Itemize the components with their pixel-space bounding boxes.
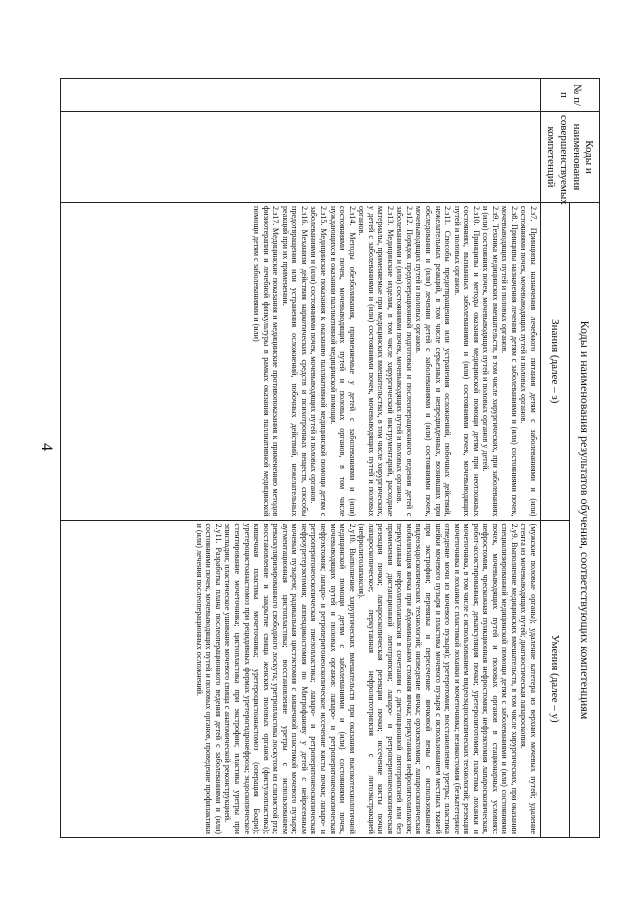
skill-item: 2.у11. Разработка плана послеоперационного ведения детей с заболеваниями и (или) состояниями почек, мочевыводящих путей и половых органов, проведение профилактики и (или) лечения послеоперационных осложнений.: [194, 523, 223, 835]
knowledge-item: 2.з13. Медицинские изделия, в том числе хирургический инструментарий, расходные материалы, применяемые при медицинских вмешательствах, в том числе хирургических, у детей с заболеваниями и (или) состояниями почек, мочевыводящих путей и половых органов.: [357, 206, 395, 517]
knowledge-item: 2.з16. Механизм действия наркотических средств и психотропных веществ, способы предотвращения или устранения осложнений, побочных действий, нежелательных реакций при их применении.: [280, 206, 309, 517]
header-number: № п/п: [541, 79, 600, 112]
knowledge-item: 2.з17. Медицинские показания и медицинские противопоказания к применению методов физиотерапии и лечебной физкультуры в рамках оказания паллиативной медицинской помощи детям с заболеваниями и (или): [252, 206, 281, 517]
skill-item: (мужские половые органы); удаление катетера из верхних мочевых путей; удаление стента из мочевыводящих путей; диагностическая лапароскопия.: [519, 523, 538, 834]
competencies-table: [60, 78, 600, 838]
knowledge-item: 2.з14. Методы обезболивания, применяемые у детей с заболеваниями и (или) состояниями почек, мочевыводящих путей и половых органов, в том числе нуждающихся в оказании паллиативной медицинской помощи.: [328, 206, 357, 517]
table-header-row-top: [569, 79, 599, 838]
knowledge-item: 2.з11. Способы предотвращения или устранения осложнений, побочных действий, нежелательных реакций, в том числе серьезных и непредвиденных, возникших при обследовании и (или) лечении детей с заболеваниями и (или) состояниями почек, мочевыводящих путей и половых органов.: [414, 206, 453, 517]
header-skills: Умения (далее – у): [541, 520, 570, 838]
knowledge-item: 2.з9. Техника медицинских вмешательств, в том числе хирургических, при заболеваниях и (или) состояниях почек, мочевыводящих путей и половых органов у детей.: [481, 206, 500, 517]
skill-item: 2.у9. Выполнение медицинских вмешательств, в том числе хирургических, при оказании специализированной медицинской помощи детям с заболеваниями и (или) состояниями почек, мочевыводящих путей и половых органов в стационарных условиях: нефростомия, чрескожная пункционная нефростомия; нефрэктомия лапароскопическая, робот-ассистированная; декапсуляция почки; уретеролитотомия; пластика лоханки и мочеточника, в том числе с использованием видеоэндоскопических технологий; резекция мочеточника и лоханки с пластикой лоханки и мочеточника; везикостомия (безкатетерное отведение мочи из мочевого пузыря); уретеротомия; восстановление уретры; пластика шейки мочевого пузыря и пластика мочевого пузыря с использованием местных тканей при экстрофии; перевязка и пересечение яичковой вены с использованием видеоэндоскопических технологий; низведение яичка; орхиэктомия; лапароскопическая мобилизация яичка при абдоминальном стояния яичка; перкутанная нефролитолапаксия; перкутанная нефролитолапаксия в сочетании с дистанционной литотрипсией или без применения дистанционной литотрипсии; лапаро- и ретроперитонеоскопическая резекция почки; лапароскопическая резекция почки; иссечение кисты почки лапароскопическое; перкутанная нефролитотрипсия с литоэкстракцией (нефролитолапаксия).: [357, 523, 519, 834]
skill-item: 2.у10. Выполнение хирургических вмешательств при оказании высокотехнологичной медицинской помощи детям с заболеваниями и (или) состояниями почек, мочевыводящих путей и половых органов: лапаро- и ретроперитонеоскопическая нефрэктомия; лапаро- и ретроперитонеоскопическое иссечение кисты почки; лапаро- и ретроперитонеоскопическая пиелопластика; лапаро- и ретроперитонеоскопическая нефроуретерэктомия; аппендикостомия по Митрофанову у детей с нейрогенным мочевым пузырем; радикальная цистэктомия с кишечной пластикой мочевого пузыря; аугментационная цистопластика; восстановление уретры с использованием реваскуляризированного свободного лоскута; уретропластика лоскутом из слизистой рта; восстановление и закрытие свища женских половых органов (фистулопластика); кишечная пластика мочеточника; уретероцистоанастомоз (операция Боари); уретероцистоанастомоз при рецидивных формах уретерогидронефроза; эндоскопическое стентирование мочеточника; цистопластика при экстрофии; пластика уретры при эписпадии; пластическое ушивание мочевого свища с анатомической реконструкцией.: [223, 523, 357, 834]
cell-number: [61, 79, 541, 112]
page-number: 4: [38, 443, 55, 451]
knowledge-item: 2.з8. Принципы назначения лечения детям с заболеваниями и (или) состояниями почек, мочевыводящих путей и половых органов.: [500, 206, 519, 517]
cell-knowledge: [61, 203, 541, 521]
knowledge-item: 2.з10. Принципы и методы оказания медицинской помощи детям при неотложных состояниях, вызванных заболеваниями и (или) состояниями почек, мочевыводящих путей и половых органов.: [452, 206, 481, 517]
cell-competence-code: [61, 112, 541, 203]
knowledge-item: 2.з12. Порядок предоперационной подготовки и послеоперационного ведения детей с заболеваниями и (или) состояниями почек, мочевыводящих путей и половых органов.: [395, 206, 414, 517]
rotated-table-container: [60, 78, 600, 838]
cell-skills: [61, 520, 541, 838]
knowledge-item: 2.з7. Принципы назначения лечебного питания детям с заболеваниями и (или) состояниями почек, мочевыводящих путей и половых органов.: [519, 206, 538, 517]
header-competence-codes: Коды и наименования совершенствуемых компетенций: [541, 112, 600, 203]
header-results: Коды и наименования результатов обучения, соответствующих компетенциям: [569, 203, 599, 838]
table-row: [61, 79, 541, 838]
header-knowledge: Знания (далее – з): [541, 203, 570, 521]
knowledge-item: 2.з15. Медицинские показания к оказанию паллиативной медицинской помощи детям с заболеваниями и (или) состояниями почек, мочевыводящих путей и половых органов.: [309, 206, 328, 517]
